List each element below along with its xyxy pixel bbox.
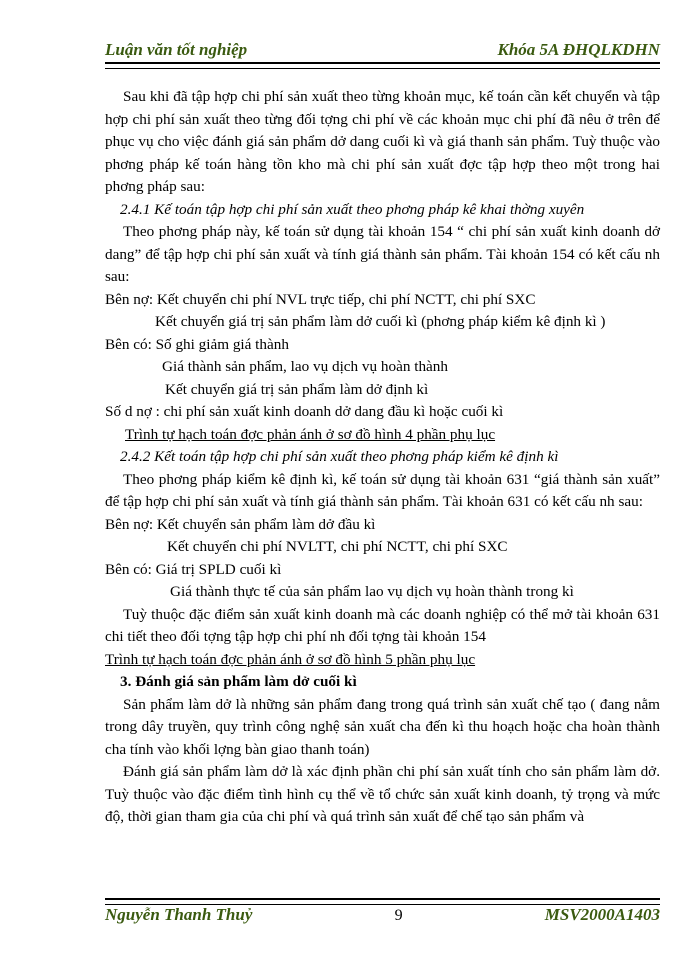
page-number: 9 xyxy=(394,907,403,924)
reference-line-1 xyxy=(105,424,660,447)
paragraph-1: Sau khi đã tập hợp chi phí sản xuất theo từng khoản mục, kế toán cần kết chuyển và tập hợp chi phí sản xuất theo từng đối tợng chi phí về các khoản mục chi phí đã nêu ở trên để phục vụ cho việc đánh giá sản phẩm dở dang cuối kì và giá thanh sản phẩm. Tuỳ thuộc vào phơng pháp kế toán hàng tồn kho mà chi phí sản xuất đợc tập hợp theo một trong hai phơng pháp sau: xyxy=(105,88,660,195)
credit-line-1: Bên có: Số ghi giảm giá thành xyxy=(105,335,289,353)
reference-line-2 xyxy=(105,649,660,672)
balance-line: Số d nợ : chi phí sản xuất kinh doanh dở dang đầu kì hoặc cuối kì xyxy=(105,403,504,420)
paragraph-2: Theo phơng pháp này, kế toán sử dụng tài khoản 154 “ chi phí sản xuất kinh doanh dở dang” để tập hợp chi phí sản xuất và tính giá thành sản phẩm. Tài khoản 154 có kết cấu nh sau: xyxy=(105,223,660,285)
paragraph-5: Sản phẩm làm dở là những sản phẩm đang trong quá trình sản xuất chế tạo ( đang nằm trong dây truyền, quy trình công nghệ sản xuất cha đến kì thu hoạch hoặc cha hoàn thành cha tính vào khối lợng bàn giao thanh toán) xyxy=(105,695,660,758)
header-right-text: Khóa 5A ĐHQLKDHN xyxy=(497,40,660,59)
credit-line-4: Bên có: Giá trị SPLD cuối kì xyxy=(105,560,282,578)
section-heading-3: 3. Đánh giá sản phẩm làm dở cuối kì xyxy=(120,673,357,690)
section-heading-2-4-1: 2.4.1 Kế toán tập hợp chi phí sản xuất theo phơng pháp kê khai thờng xuyên xyxy=(120,200,585,218)
debit-line-1: Bên nợ: Kết chuyển chi phí NVL trực tiếp, chi phí NCTT, chi phí SXC xyxy=(105,290,536,308)
reference-text-2: Trình tự hạch toán đợc phản ánh ở sơ đồ hình 5 phần phụ lục xyxy=(105,650,476,668)
footer-author: Nguyễn Thanh Thuỷ xyxy=(105,905,253,924)
page-footer xyxy=(105,905,660,926)
page-header xyxy=(105,40,660,60)
paragraph-4: Tuỳ thuộc đặc điểm sản xuất kinh doanh mà các doanh nghiệp có thể mở tài khoản 631 chi tiết theo đối tợng tập hợp chi phí nh đối tợng tài khoản 154 xyxy=(105,605,660,645)
header-left-text: Luận văn tốt nghiệp xyxy=(105,40,248,59)
paragraph-3: Theo phơng pháp kiểm kê định kì, kế toán sử dụng tài khoản 631 “giá thành sản xuất” để tập hợp chi phí sản xuất và tính giá thành sản phẩm. Tài khoản 631 có kết cấu nh sau: xyxy=(105,470,660,510)
paragraph-6: Đánh giá sản phẩm làm dở là xác định phần chi phí sản xuất tính cho sản phẩm làm dở. Tuỳ thuộc vào đặc điểm tình hình cụ thể về tổ chức sản xuất kinh doanh, tỷ trọng và mức độ, thời gian tham gia của chi phí và quá trình sản xuất để chế tạo sản phẩm và xyxy=(105,763,660,825)
footer-rule xyxy=(105,898,660,905)
debit-line-4: Kết chuyển chi phí NVLTT, chi phí NCTT, chi phí SXC xyxy=(167,538,508,555)
debit-line-2: Kết chuyển giá trị sản phẩm làm dở cuối kì (phơng pháp kiểm kê định kì ) xyxy=(155,313,606,330)
footer-student-id: MSV2000A1403 xyxy=(544,905,660,924)
reference-text-1: Trình tự hạch toán đợc phản ánh ở sơ đồ hình 4 phần phụ lục xyxy=(125,425,496,443)
credit-line-2: Giá thành sản phẩm, lao vụ dịch vụ hoàn thành xyxy=(162,358,448,375)
header-rule xyxy=(105,62,660,69)
credit-line-3: Kết chuyển giá trị sản phẩm làm dở định kì xyxy=(165,380,429,398)
debit-line-3: Bên nợ: Kết chuyển sản phẩm làm dở đầu kì xyxy=(105,515,376,533)
credit-line-5: Giá thành thực tế của sản phẩm lao vụ dịch vụ hoàn thành trong kì xyxy=(170,583,574,600)
section-heading-2-4-2: 2.4.2 Kết toán tập hợp chi phí sản xuất theo phơng pháp kiểm kê định kì xyxy=(120,448,559,465)
page-body xyxy=(105,86,660,829)
